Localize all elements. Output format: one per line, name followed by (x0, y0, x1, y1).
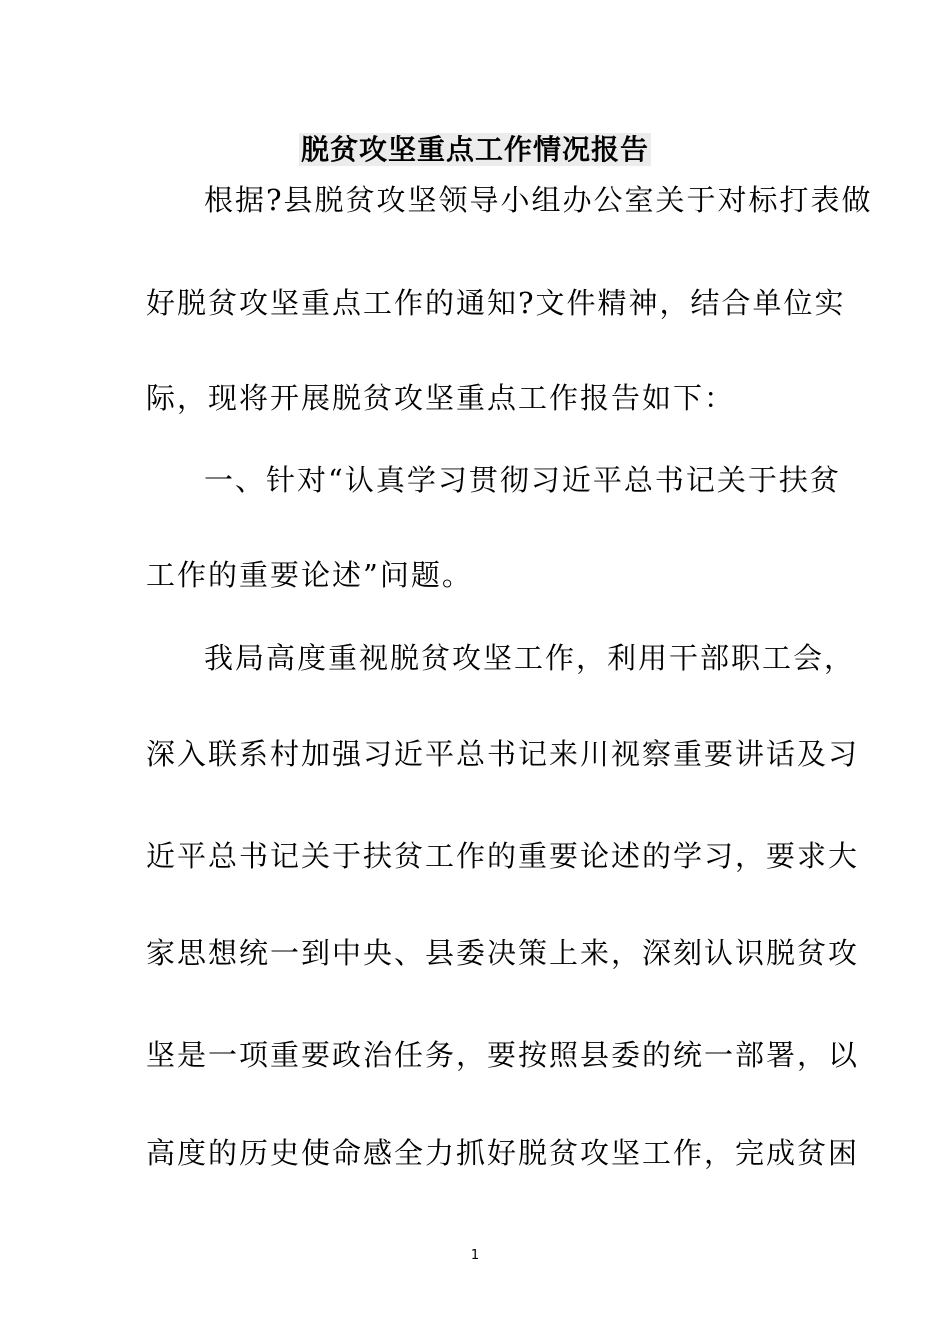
body-line-1: 根据?县脱贫攻坚领导小组办公室关于对标打表做 (204, 183, 873, 217)
body-line-5: 工作的重要论述”问题。 (146, 558, 473, 592)
document-title-text: 脱贫攻坚重点工作情况报告 (300, 133, 649, 166)
body-line-3: 际，现将开展脱贫攻坚重点工作报告如下： (146, 381, 736, 415)
document-title (0, 128, 950, 172)
body-line-6: 我局高度重视脱贫攻坚工作，利用干部职工会， (204, 641, 856, 675)
body-line-9: 家思想统一到中央、县委决策上来，深刻认识脱贫攻 (146, 936, 860, 970)
body-line-4: 一、针对“认真学习贯彻习近平总书记关于扶贫 (204, 463, 841, 497)
body-line-8: 近平总书记关于扶贫工作的重要论述的学习，要求大 (146, 839, 860, 873)
body-line-10: 坚是一项重要政治任务，要按照县委的统一部署，以 (146, 1038, 860, 1072)
body-line-2: 好脱贫攻坚重点工作的通知?文件精神，结合单位实 (146, 286, 846, 320)
page-number: 1 (470, 1248, 480, 1263)
body-line-7: 深入联系村加强习近平总书记来川视察重要讲话及习 (146, 737, 860, 771)
body-line-11: 高度的历史使命感全力抓好脱贫攻坚工作，完成贫困 (146, 1136, 860, 1170)
